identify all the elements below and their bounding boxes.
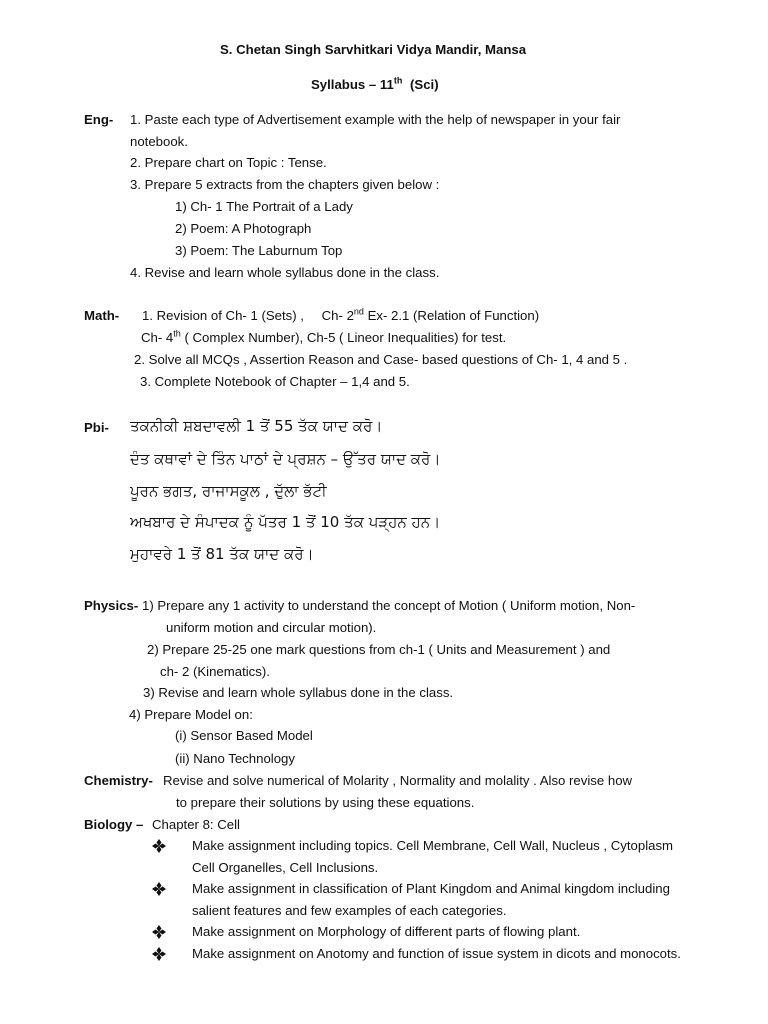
biology-chapter: Chapter 8: Cell — [152, 817, 240, 832]
english-item-4: 4. Revise and learn whole syllabus done in the class. — [130, 265, 440, 280]
chemistry-label: Chemistry- — [84, 773, 153, 788]
physics-subitem-2: (ii) Nano Technology — [175, 751, 295, 766]
math-line-3: 2. Solve all MCQs , Assertion Reason and Case- based questions of Ch- 1, 4 and 5 . — [134, 352, 628, 367]
math-label: Math- — [84, 308, 120, 323]
biology-label: Biology – — [84, 817, 144, 832]
physics-label: Physics- — [84, 598, 139, 613]
math-line-1-b: Ch- 2 — [321, 308, 354, 323]
biology-bullet-2-cont: salient features and few examples of each categories. — [192, 903, 507, 918]
chemistry-line-2: to prepare their solutions by using these equations. — [176, 795, 475, 810]
syllabus-title — [311, 77, 439, 93]
biology-bullet-4: Make assignment on Anotomy and function of issue system in dicots and monocots. — [192, 946, 681, 961]
four-diamond-bullet-icon — [152, 882, 166, 896]
punjabi-line-1: ਤਕਨੀਕੀ ਸ਼ਬਦਾਵਲੀ 1 ਤੋਂ 55 ਤੱਕ ਯਾਦ ਕਰੋ। — [130, 417, 383, 435]
physics-line-4: 4) Prepare Model on: — [129, 707, 253, 722]
physics-subitem-1: (i) Sensor Based Model — [175, 728, 313, 743]
math-line-2-sup: th — [173, 328, 181, 339]
english-item-1: 1. Paste each type of Advertisement example with the help of newspaper in your fair — [130, 112, 621, 127]
chemistry-line-1: Revise and solve numerical of Molarity , Normality and molality . Also revise how — [163, 773, 633, 788]
english-item-3: 3. Prepare 5 extracts from the chapters given below : — [130, 177, 440, 192]
math-line-1 — [142, 308, 539, 324]
math-line-1-sup: nd — [353, 306, 364, 317]
punjabi-line-4: ਅਖਬਾਰ ਦੇ ਸੰਪਾਦਕ ਨੂੰ ਪੱਤਰ 1 ਤੋਂ 10 ਤੱਕ ਪੜ੍ਹਨ ਹਨ। — [130, 513, 441, 531]
punjabi-line-2: ਦੰਤ ਕਥਾਵਾਂ ਦੇ ਤਿੰਨ ਪਾਠਾਂ ਦੇ ਪ੍ਰਸ਼ਨ – ਉੱਤਰ ਯਾਦ ਕਰੋ। — [130, 450, 441, 468]
school-name: S. Chetan Singh Sarvhitkari Vidya Mandir, Mansa — [220, 42, 527, 57]
biology-bullet-2: Make assignment in classification of Plant Kingdom and Animal kingdom including — [192, 881, 670, 896]
syllabus-title-prefix: Syllabus – 11 — [311, 77, 394, 92]
physics-line-1: 1) Prepare any 1 activity to understand the concept of Motion ( Uniform motion, Non- — [142, 598, 636, 613]
physics-line-2-cont: ch- 2 (Kinematics). — [160, 664, 270, 679]
physics-line-2: 2) Prepare 25-25 one mark questions from ch-1 ( Units and Measurement ) and — [147, 642, 611, 657]
physics-line-3: 3) Revise and learn whole syllabus done in the class. — [143, 685, 454, 700]
syllabus-title-sup: th — [393, 75, 403, 86]
punjabi-line-5: ਮੁਹਾਵਰੇ 1 ਤੋਂ 81 ਤੱਕ ਯਾਦ ਕਰੋ। — [130, 545, 314, 563]
biology-bullet-1-cont: Cell Organelles, Cell Inclusions. — [192, 860, 379, 875]
math-line-1-a: 1. Revision of Ch- 1 (Sets) , — [142, 308, 304, 323]
english-item-2: 2. Prepare chart on Topic : Tense. — [130, 155, 327, 170]
english-subitem-2: 2) Poem: A Photograph — [175, 221, 312, 236]
four-diamond-bullet-icon — [152, 925, 166, 939]
english-subitem-1: 1) Ch- 1 The Portrait of a Lady — [175, 199, 353, 214]
english-item-1-cont: notebook. — [130, 134, 188, 149]
four-diamond-bullet-icon — [152, 947, 166, 961]
biology-bullet-1: Make assignment including topics. Cell Membrane, Cell Wall, Nucleus , Cytoplasm — [192, 838, 674, 853]
english-label: Eng- — [84, 112, 114, 127]
math-line-2-a: Ch- 4 — [141, 330, 174, 345]
physics-line-1-cont: uniform motion and circular motion). — [166, 620, 377, 635]
four-diamond-bullet-icon — [152, 839, 166, 853]
punjabi-line-3: ਪੂਰਨ ਭਗਤ, ਰਾਜਾਸਕੂਲ , ਦੁੱਲਾ ਭੱਟੀ — [130, 482, 327, 500]
math-line-1-c: Ex- 2.1 (Relation of Function) — [367, 308, 540, 323]
english-subitem-3: 3) Poem: The Laburnum Top — [175, 243, 343, 258]
math-line-2 — [141, 330, 506, 346]
math-line-4: 3. Complete Notebook of Chapter – 1,4 and 5. — [140, 374, 410, 389]
biology-bullet-3: Make assignment on Morphology of different parts of flowing plant. — [192, 924, 581, 939]
syllabus-title-suffix: (Sci) — [410, 77, 439, 92]
punjabi-label: Pbi- — [84, 420, 109, 435]
math-line-2-b: ( Complex Number), Ch-5 ( Lineor Inequalities) for test. — [184, 330, 507, 345]
